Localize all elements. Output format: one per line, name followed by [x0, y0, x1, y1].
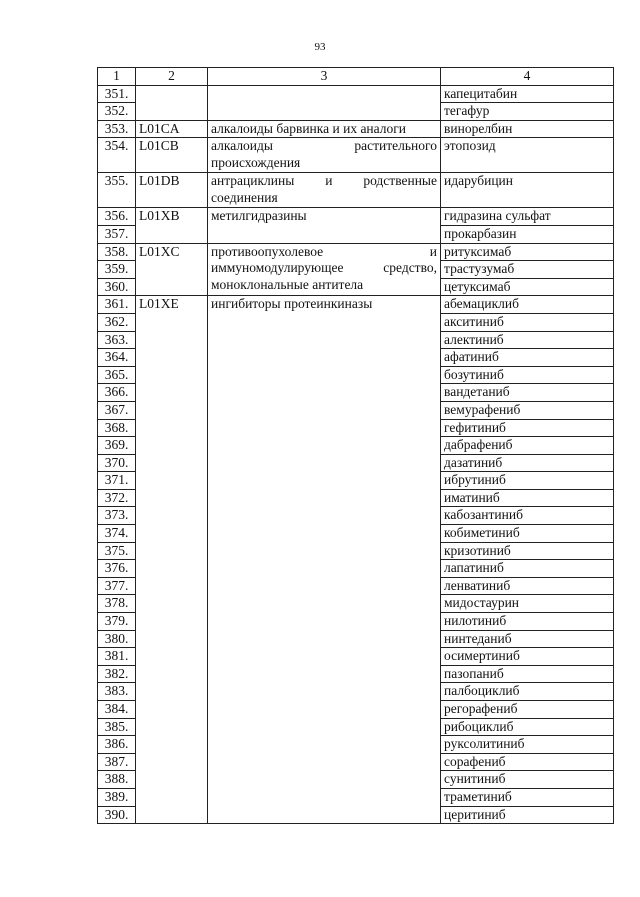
- drug-name: тегафур: [441, 103, 614, 121]
- drug-name: цетуксимаб: [441, 278, 614, 296]
- drug-name: сорафениб: [441, 753, 614, 771]
- row-number: 378.: [98, 595, 136, 613]
- drug-name: кабозантиниб: [441, 507, 614, 525]
- row-number: 360.: [98, 278, 136, 296]
- row-number: 356.: [98, 208, 136, 226]
- row-number: 352.: [98, 103, 136, 121]
- atc-code: [136, 85, 208, 120]
- row-number: 362.: [98, 313, 136, 331]
- drug-name: нинтеданиб: [441, 630, 614, 648]
- row-number: 372.: [98, 489, 136, 507]
- drug-name: идарубицин: [441, 173, 614, 208]
- description-line: моноклональные антитела: [211, 276, 364, 292]
- header-col-3: 3: [208, 68, 441, 86]
- drug-name: дабрафениб: [441, 437, 614, 455]
- row-number: 370.: [98, 454, 136, 472]
- row-number: 385.: [98, 718, 136, 736]
- row-number: 387.: [98, 753, 136, 771]
- drug-name: ибрутиниб: [441, 472, 614, 490]
- row-number: 384.: [98, 701, 136, 719]
- drug-name: ритуксимаб: [441, 243, 614, 261]
- drug-name: палбоциклиб: [441, 683, 614, 701]
- drug-name: кобиметиниб: [441, 525, 614, 543]
- drug-name: сунитиниб: [441, 771, 614, 789]
- description-line: антрациклины и родственные: [211, 173, 437, 189]
- row-number: 373.: [98, 507, 136, 525]
- row-number: 365.: [98, 366, 136, 384]
- row-number: 390.: [98, 806, 136, 824]
- drug-name: ленватиниб: [441, 577, 614, 595]
- row-number: 389.: [98, 788, 136, 806]
- atc-code: L01XC: [136, 243, 208, 296]
- table-row: [98, 296, 614, 314]
- description-line: происхождения: [211, 154, 301, 170]
- group-description: [208, 208, 441, 243]
- row-number: 377.: [98, 577, 136, 595]
- table-row: [98, 138, 614, 173]
- row-number: 353.: [98, 120, 136, 138]
- row-number: 379.: [98, 613, 136, 631]
- row-number: 388.: [98, 771, 136, 789]
- drug-name: мидостаурин: [441, 595, 614, 613]
- row-number: 358.: [98, 243, 136, 261]
- drug-name: руксолитиниб: [441, 736, 614, 754]
- atc-code: L01XB: [136, 208, 208, 243]
- header-col-2: 2: [136, 68, 208, 86]
- row-number: 361.: [98, 296, 136, 314]
- row-number: 383.: [98, 683, 136, 701]
- drug-name: этопозид: [441, 138, 614, 173]
- drug-name: церитиниб: [441, 806, 614, 824]
- header-col-1: 1: [98, 68, 136, 86]
- drug-name: винорелбин: [441, 120, 614, 138]
- header-row: [98, 68, 614, 86]
- row-number: 381.: [98, 648, 136, 666]
- page-number: 93: [314, 41, 326, 53]
- row-number: 368.: [98, 419, 136, 437]
- drug-table: [97, 67, 614, 824]
- drug-name: регорафениб: [441, 701, 614, 719]
- table-row: [98, 173, 614, 208]
- row-number: 374.: [98, 525, 136, 543]
- drug-name: абемациклиб: [441, 296, 614, 314]
- drug-name: кризотиниб: [441, 542, 614, 560]
- row-number: 354.: [98, 138, 136, 173]
- table-row: [98, 208, 614, 226]
- row-number: 357.: [98, 225, 136, 243]
- description-line: метилгидразины: [211, 208, 307, 224]
- row-number: 376.: [98, 560, 136, 578]
- atc-code: L01XE: [136, 296, 208, 824]
- atc-code: L01CA: [136, 120, 208, 138]
- row-number: 363.: [98, 331, 136, 349]
- row-number: 366.: [98, 384, 136, 402]
- row-number: 364.: [98, 349, 136, 367]
- description-line: противоопухолевое и: [211, 243, 437, 259]
- drug-name: гидразина сульфат: [441, 208, 614, 226]
- description-line: ингибиторы протеинкиназы: [211, 296, 373, 312]
- drug-name: вандетаниб: [441, 384, 614, 402]
- group-description: [208, 120, 441, 138]
- row-number: 386.: [98, 736, 136, 754]
- header-col-4: 4: [441, 68, 614, 86]
- drug-name: дазатиниб: [441, 454, 614, 472]
- drug-name: вемурафениб: [441, 401, 614, 419]
- group-description: [208, 85, 441, 120]
- drug-name: алектиниб: [441, 331, 614, 349]
- drug-name: прокарбазин: [441, 225, 614, 243]
- drug-name: афатиниб: [441, 349, 614, 367]
- description-line: алкалоиды барвинка и их аналоги: [211, 120, 407, 136]
- drug-name: гефитиниб: [441, 419, 614, 437]
- description-line: соединения: [211, 189, 278, 205]
- drug-name: акситиниб: [441, 313, 614, 331]
- group-description: [208, 138, 441, 173]
- row-number: 375.: [98, 542, 136, 560]
- row-number: 359.: [98, 261, 136, 279]
- drug-name: трастузумаб: [441, 261, 614, 279]
- description-line: алкалоиды растительного: [211, 138, 437, 154]
- atc-code: L01CB: [136, 138, 208, 173]
- row-number: 351.: [98, 85, 136, 103]
- atc-code: L01DB: [136, 173, 208, 208]
- group-description: [208, 173, 441, 208]
- row-number: 380.: [98, 630, 136, 648]
- drug-name: бозутиниб: [441, 366, 614, 384]
- drug-name: лапатиниб: [441, 560, 614, 578]
- drug-name: осимертиниб: [441, 648, 614, 666]
- description-line: иммуномодулирующее средство,: [211, 260, 437, 276]
- drug-name: рибоциклиб: [441, 718, 614, 736]
- group-description: [208, 243, 441, 296]
- row-number: 355.: [98, 173, 136, 208]
- row-number: 367.: [98, 401, 136, 419]
- row-number: 371.: [98, 472, 136, 490]
- row-number: 382.: [98, 665, 136, 683]
- drug-name: иматиниб: [441, 489, 614, 507]
- table-row: [98, 243, 614, 261]
- drug-name: капецитабин: [441, 85, 614, 103]
- group-description: [208, 296, 441, 824]
- drug-name: траметиниб: [441, 788, 614, 806]
- table-row: [98, 120, 614, 138]
- drug-name: пазопаниб: [441, 665, 614, 683]
- drug-name: нилотиниб: [441, 613, 614, 631]
- table-row: [98, 85, 614, 103]
- row-number: 369.: [98, 437, 136, 455]
